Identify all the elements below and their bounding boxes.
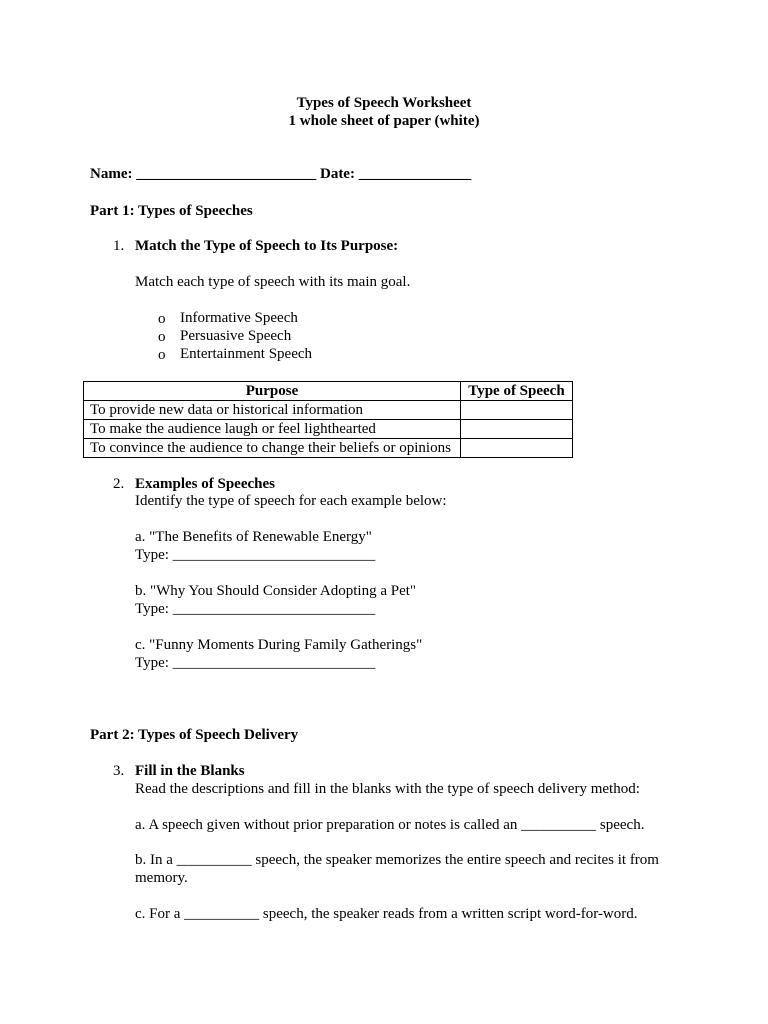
purpose-cell: To provide new data or historical information [84, 401, 461, 420]
example-c-prompt: c. "Funny Moments During Family Gatherings" [135, 637, 423, 653]
q1-title: Match the Type of Speech to Its Purpose: [135, 238, 399, 254]
q3-title: Fill in the Blanks [135, 763, 245, 779]
option-persuasive: Persuasive Speech [180, 328, 292, 344]
q2-title: Examples of Speeches [135, 476, 275, 492]
q3-instruction: Read the descriptions and fill in the blanks with the type of speech delivery method: [135, 781, 640, 797]
table-row [84, 420, 573, 439]
q2-number: 2. [113, 476, 125, 492]
bullet-icon: o [158, 329, 166, 345]
option-informative: Informative Speech [180, 310, 298, 326]
blank-c-sentence: c. For a __________ speech, the speaker reads from a written script word-for-word. [135, 906, 638, 922]
example-a-answer-line[interactable]: Type: ___________________________ [135, 547, 376, 563]
option-entertainment: Entertainment Speech [180, 346, 313, 362]
example-a-prompt: a. "The Benefits of Renewable Energy" [135, 529, 372, 545]
q1-instruction: Match each type of speech with its main goal. [135, 274, 411, 290]
type-answer-cell[interactable] [461, 420, 573, 439]
q1-number: 1. [113, 238, 125, 254]
example-b-prompt: b. "Why You Should Consider Adopting a Pet" [135, 583, 417, 599]
example-c-answer-line[interactable]: Type: ___________________________ [135, 655, 376, 671]
type-answer-cell[interactable] [461, 401, 573, 420]
table-row [84, 401, 573, 420]
table-row [84, 439, 573, 458]
name-date-line: Name: ________________________ Date: _______________ [90, 166, 472, 182]
type-answer-cell[interactable] [461, 439, 573, 458]
bullet-icon: o [158, 311, 166, 327]
worksheet-subtitle: 1 whole sheet of paper (white) [288, 113, 480, 129]
q2-instruction: Identify the type of speech for each example below: [135, 493, 447, 509]
purpose-match-table [83, 381, 573, 458]
table-header-row [84, 382, 573, 401]
blank-b-sentence: b. In a __________ speech, the speaker memorizes the entire speech and recites it from memory. [135, 852, 659, 886]
q3-number: 3. [113, 763, 125, 779]
part2-heading: Part 2: Types of Speech Delivery [90, 727, 299, 743]
bullet-icon: o [158, 347, 166, 363]
part1-heading: Part 1: Types of Speeches [90, 203, 253, 219]
worksheet-title: Types of Speech Worksheet [296, 95, 472, 111]
purpose-cell: To make the audience laugh or feel lighthearted [84, 420, 461, 439]
blank-a-sentence: a. A speech given without prior preparation or notes is called an __________ speech. [135, 817, 645, 833]
table-header-type: Type of Speech [461, 382, 573, 401]
table-header-purpose: Purpose [84, 382, 461, 401]
purpose-cell: To convince the audience to change their beliefs or opinions [84, 439, 461, 458]
example-b-answer-line[interactable]: Type: ___________________________ [135, 601, 376, 617]
